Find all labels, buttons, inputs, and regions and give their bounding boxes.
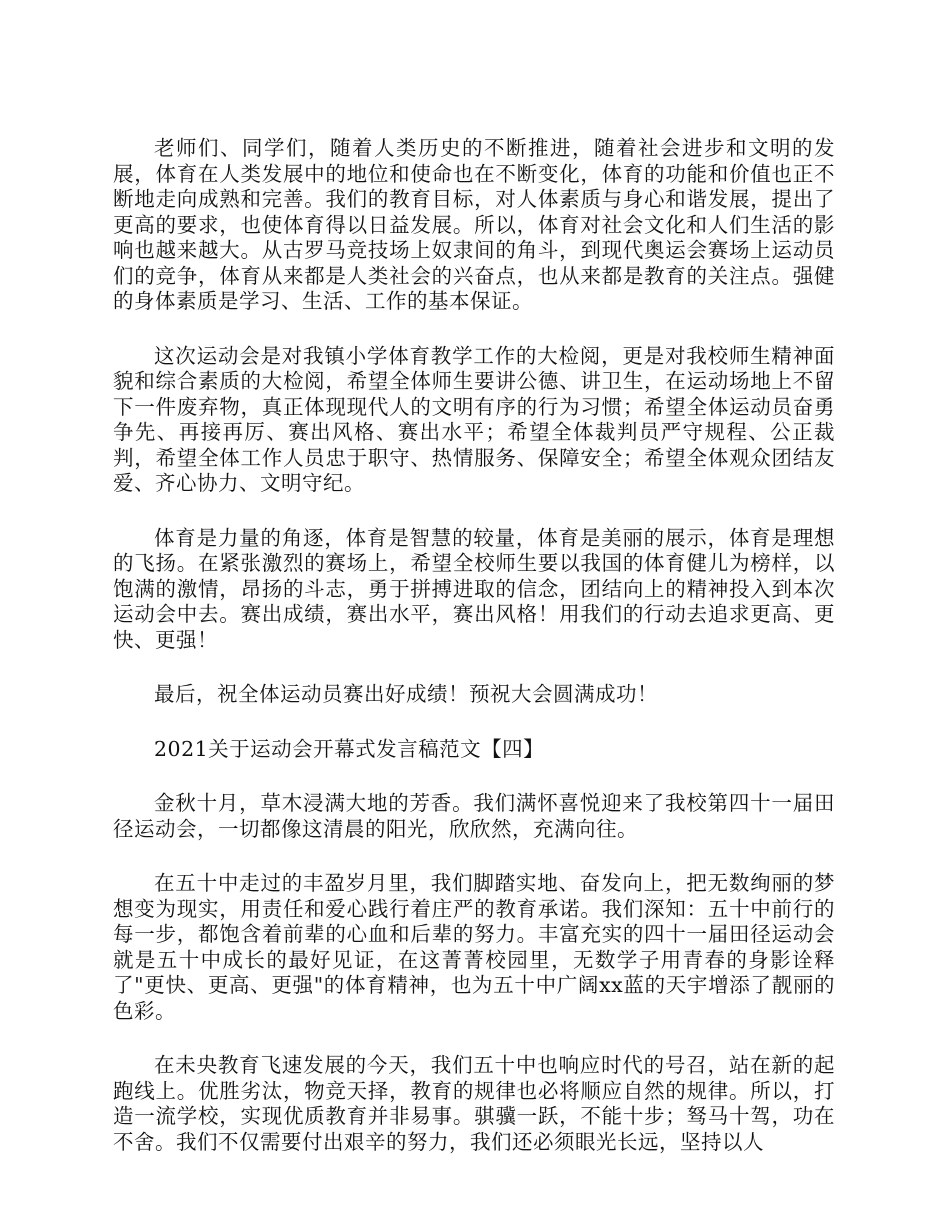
- document-page: [113, 136, 835, 1184]
- paragraph-3: 体育是力量的角逐，体育是智慧的较量，体育是美丽的展示，体育是理想的飞扬。在紧张激烈的赛场上，希望全校师生要以我国的体育健儿为榜样，以饱满的激情，昂扬的斗志，勇于拼搏进取的信念，团结向上的精神投入到本次运动会中去。赛出成绩，赛出水平，赛出风格！用我们的行动去追求更高、更快、更强！: [113, 525, 835, 652]
- paragraph-5: 金秋十月，草木浸满大地的芳香。我们满怀喜悦迎来了我校第四十一届田径运动会，一切都像这清晨的阳光，欣欣然，充满向往。: [113, 791, 835, 841]
- paragraph-2: 这次运动会是对我镇小学体育教学工作的大检阅，更是对我校师生精神面貌和综合素质的大检阅，希望全体师生要讲公德、讲卫生，在运动场地上不留下一件废弃物，真正体现现代人的文明有序的行为习惯；希望全体运动员奋勇争先、再接再厉、赛出风格、赛出水平；希望全体裁判员严守规程、公正裁判，希望全体工作人员忠于职守、热情服务、保障安全；希望全体观众团结友爱、齐心协力、文明守纪。: [113, 343, 835, 495]
- paragraph-4: 最后，祝全体运动员赛出好成绩！预祝大会圆满成功！: [154, 682, 658, 706]
- paragraph-6: 在五十中走过的丰盈岁月里，我们脚踏实地、奋发向上，把无数绚丽的梦想变为现实，用责任和爱心践行着庄严的教育承诺。我们深知：五十中前行的每一步，都饱含着前辈的心血和后辈的努力。丰富充实的四十一届田径运动会就是五十中成长的最好见证，在这菁菁校园里，无数学子用青春的身影诠释了"更快、更高、更强"的体育精神，也为五十中广阔xx蓝的天宇增添了靓丽的色彩。: [113, 871, 835, 1023]
- paragraph-7: 在未央教育飞速发展的今天，我们五十中也响应时代的号召，站在新的起跑线上。优胜劣汰，物竞天择，教育的规律也必将顺应自然的规律。所以，打造一流学校，实现优质教育并非易事。骐骥一跃，不能十步；驽马十驾，功在不舍。我们不仅需要付出艰辛的努力，我们还必须眼光长远，坚持以人: [113, 1053, 835, 1154]
- section-heading: 2021关于运动会开幕式发言稿范文【四】: [154, 736, 545, 761]
- paragraph-1: 老师们、同学们，随着人类历史的不断推进，随着社会进步和文明的发展，体育在人类发展中的地位和使命也在不断变化，体育的功能和价值也正不断地走向成熟和完善。我们的教育目标，对人体素质与身心和谐发展，提出了更高的要求，也使体育得以日益发展。所以，体育对社会文化和人们生活的影响也越来越大。从古罗马竞技场上奴隶间的角斗，到现代奥运会赛场上运动员们的竞争，体育从来都是人类社会的兴奋点，也从来都是教育的关注点。强健的身体素质是学习、生活、工作的基本保证。: [113, 136, 835, 313]
